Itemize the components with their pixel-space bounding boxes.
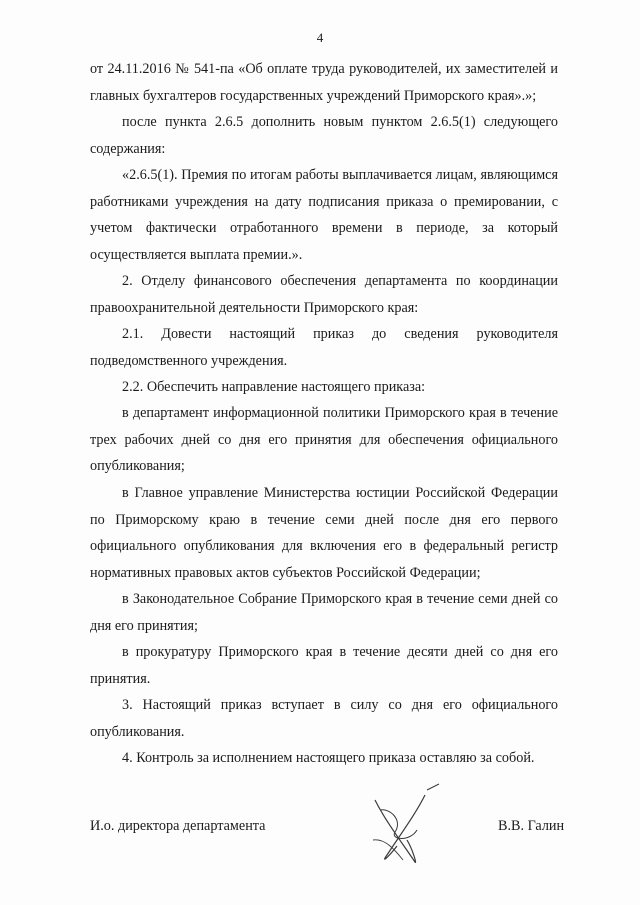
paragraph-item-3: 3. Настоящий приказ вступает в силу со дня его официального опубликования. <box>90 697 558 740</box>
paragraph-item-4: 4. Контроль за исполнением настоящего приказа оставляю за собой. <box>122 750 535 766</box>
paragraph-clause-2-6-5-1: «2.6.5(1). Премия по итогам работы выплачивается лицам, являющимся работниками учреждения на дату подписания приказа о премировании, с учетом фактически отработанного времени в периоде, за который осуществляется выплата премии.». <box>90 167 558 263</box>
paragraph-item-2-1: 2.1. Довести настоящий приказ до сведения руководителя подведомственного учреждения. <box>90 326 558 369</box>
handwritten-signature <box>355 780 465 870</box>
signatory-name: В.В. Галин <box>498 818 565 834</box>
page-number: 4 <box>316 30 324 45</box>
paragraph-amendment-intro: после пункта 2.6.5 дополнить новым пунктом 2.6.5(1) следующего содержания: <box>90 114 558 157</box>
paragraph-prosecutor: в прокуратуру Приморского края в течение десяти дней со дня его принятия. <box>90 644 558 687</box>
signatory-position: И.о. директора департамента <box>90 818 266 834</box>
paragraph-order-reference: от 24.11.2016 № 541-па «Об оплате труда руководителей, их заместителей и главных бухгалтеров государственных учреждений Приморского края».»; <box>90 61 558 104</box>
paragraph-item-2-2: 2.2. Обеспечить направление настоящего приказа: <box>122 379 426 395</box>
paragraph-item-2: 2. Отделу финансового обеспечения департамента по координации правоохранительной деятельности Приморского края: <box>90 273 558 316</box>
paragraph-info-policy-dept: в департамент информационной политики Приморского края в течение трех рабочих дней со дня его принятия для обеспечения официального опубликования; <box>90 405 558 474</box>
paragraph-justice-ministry: в Главное управление Министерства юстиции Российской Федерации по Приморскому краю в течение семи дней после дня его первого официального опубликования для включения его в федеральный регистр нормативных правовых актов субъектов Российской Федерации; <box>90 485 558 581</box>
paragraph-legislative-assembly: в Законодательное Собрание Приморского края в течение семи дней со дня его принятия; <box>90 591 558 634</box>
